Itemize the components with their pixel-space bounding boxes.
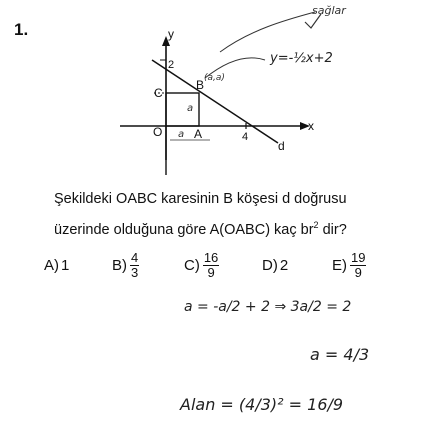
choice-b[interactable] [112,248,139,282]
y-label: y [168,27,174,41]
x-label: x [308,119,314,133]
choice-e-fraction [350,251,366,280]
b-label: B [196,78,205,92]
choice-c[interactable] [184,248,219,282]
choice-b-fraction [130,251,139,280]
choice-c-fraction [203,251,219,280]
square-oabc [166,93,199,126]
question-text [54,186,434,243]
d-label: d [278,139,285,153]
note-top: sağlar [312,4,346,17]
work-line-2: a = 4/3 [310,345,370,364]
choice-b-letter: B) [112,256,127,274]
choice-c-den: 9 [207,264,215,280]
side-a2-label: a [178,129,185,140]
question-line-2-end: dir? [318,221,347,238]
choice-e-num: 19 [351,249,366,265]
handwritten-solution [170,285,430,445]
choice-a-value: 1 [61,256,70,274]
choice-b-den: 3 [131,264,139,280]
question-line-2-sup: 2 [313,220,319,230]
hand-arrow-top [220,12,315,52]
choice-e[interactable] [332,248,366,282]
question-number: 1. [14,20,29,39]
choice-b-num: 4 [131,249,139,265]
question-line-2-main: üzerinde olduğuna göre A(OABC) kaç br [54,221,314,238]
line-eq-note: y=-½x+2 [270,51,333,66]
answer-choices [44,248,434,282]
choice-c-letter: C) [184,256,200,274]
work-line-1: a = -a/2 + 2 ⇒ 3a/2 = 2 [184,299,352,315]
work-line-3: Alan = (4/3)² = 16/9 [180,395,344,414]
side-a-label: a [187,103,194,114]
choice-a-letter: A) [44,256,59,274]
a-label: A [194,127,203,141]
choice-c-num: 16 [203,249,219,265]
choice-d-letter: D) [262,256,278,274]
choice-e-den: 9 [354,264,362,280]
choice-e-letter: E) [332,256,347,274]
origin-label: O [153,125,163,139]
c-label: C [154,86,163,100]
tick-4-label: 4 [242,131,249,143]
choice-d-value: 2 [279,256,289,274]
tick-2-label: 2 [168,59,175,71]
choice-a[interactable] [44,248,69,282]
b-coord-note: (a,a) [204,73,225,83]
question-line-2 [54,212,434,243]
choice-d[interactable] [262,248,288,282]
coordinate-figure [100,0,440,175]
question-line-1: Şekildeki OABC karesinin B köşesi d doğrusu [54,191,347,207]
